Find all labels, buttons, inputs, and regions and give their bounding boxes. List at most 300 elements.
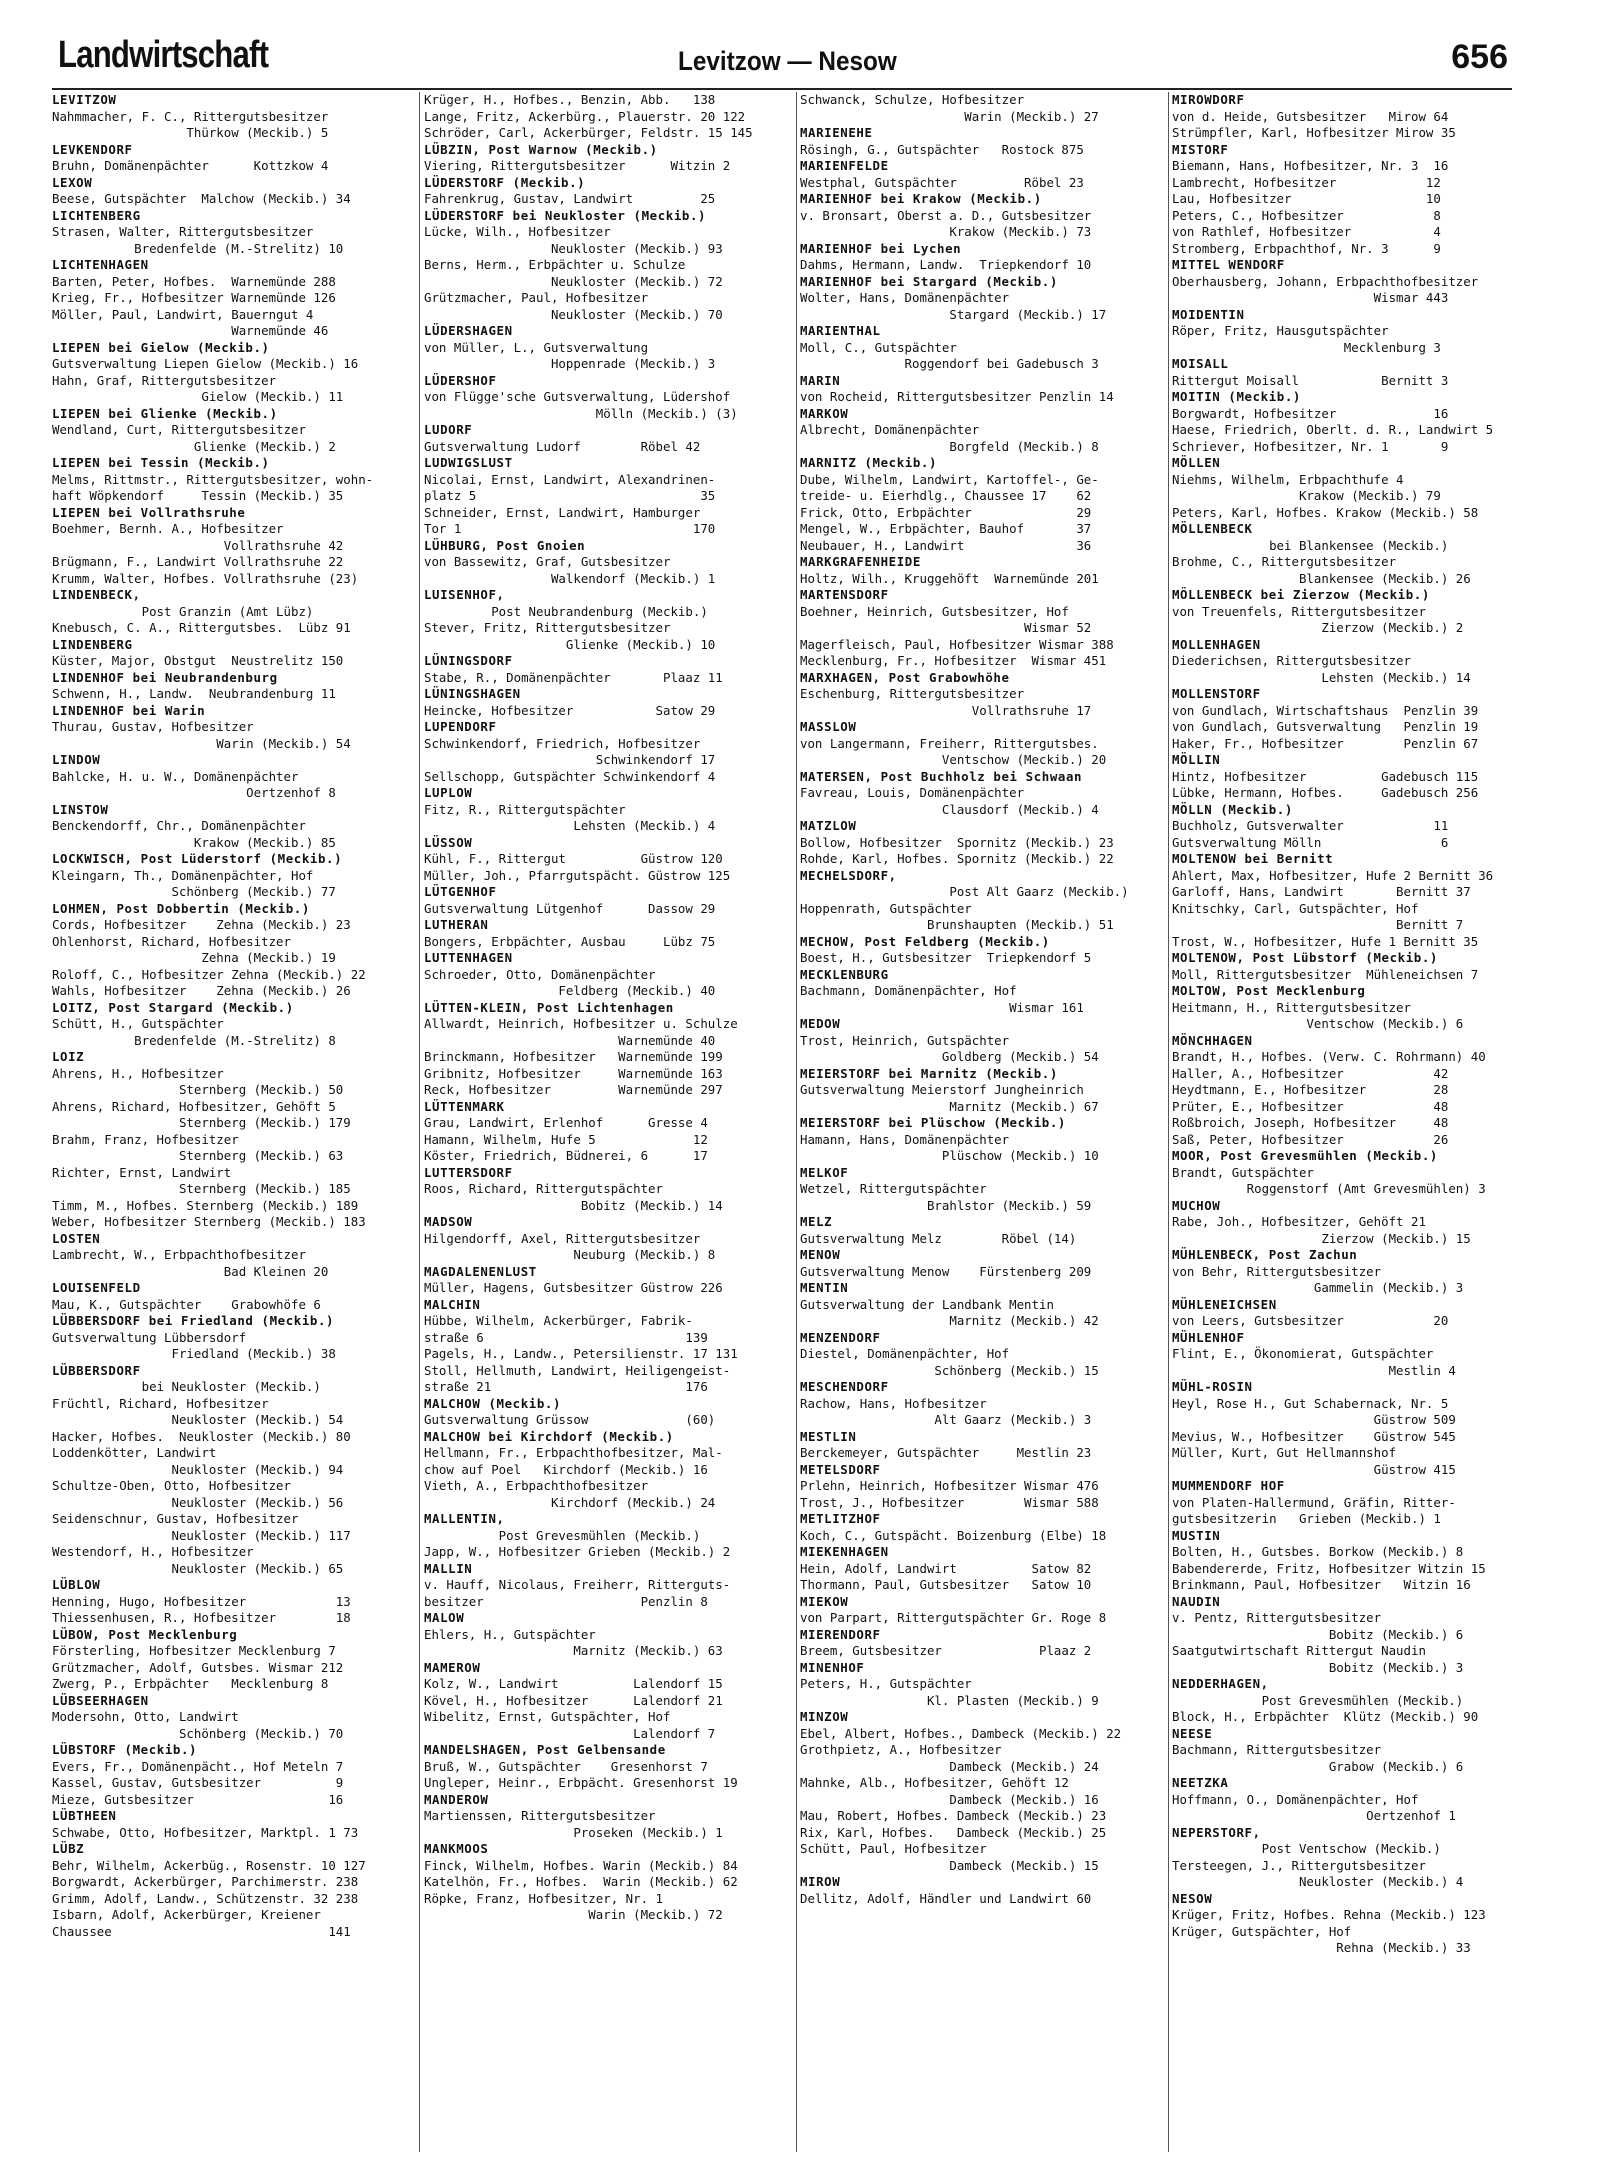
place-heading: LINDENBERG <box>52 636 133 652</box>
place-heading: LEVKENDORF <box>52 141 133 157</box>
column-3 <box>800 92 1170 2152</box>
entry-line: Hahn, Graf, Rittergutsbesitzer <box>52 372 277 388</box>
entry-line: Warin (Meckib.) 72 <box>424 1907 723 1922</box>
entry-line: Hübbe, Wilhelm, Ackerbürger, Fabrik- <box>424 1313 693 1328</box>
entry-line: Güstrow 509 <box>1172 1412 1456 1427</box>
entry-line: Warnemünde 46 <box>52 323 329 338</box>
place-heading: LÜBBERSDORF bei Friedland (Meckib.) <box>52 1313 335 1328</box>
entry-line: Seidenschnur, Gustav, Hofbesitzer <box>52 1511 299 1526</box>
entry-line: Wismar 443 <box>1172 290 1449 305</box>
place-heading: LÜBBERSDORF <box>52 1362 141 1378</box>
place-heading: LÜDERSHOF <box>424 372 497 388</box>
entry-line: Favreau, Louis, Domänenpächter <box>800 785 1025 800</box>
entry-line: von Flügge'sche Gutsverwaltung, Lüdershof <box>424 389 731 404</box>
place-heading: MELZ <box>800 1214 833 1229</box>
entry-line: Bernitt 7 <box>1172 917 1464 932</box>
entry-line: bei Neukloster (Meckib.) <box>52 1379 321 1394</box>
place-heading: LINDENHOF bei Neubrandenburg <box>52 669 278 685</box>
place-heading: LICHTENBERG <box>52 207 141 223</box>
place-heading: MESTLIN <box>800 1428 857 1444</box>
entry-line: Neukloster (Meckib.) 65 <box>52 1560 344 1576</box>
entry-line: Brunshaupten (Meckib.) 51 <box>800 917 1114 932</box>
place-heading: MÖLLN (Meckib.) <box>1172 801 1293 817</box>
entry-line: Lücke, Wilh., Hofbesitzer <box>424 224 611 239</box>
entry-line: Rösingh, G., Gutspächter Rostock 875 <box>800 141 1084 157</box>
entry-line: Feldberg (Meckib.) 40 <box>424 983 716 998</box>
entry-line: Lau, Hofbesitzer 10 <box>1172 191 1441 206</box>
place-heading: MÜHLENEICHSEN <box>1172 1296 1277 1312</box>
entry-line: Bredenfelde (M.-Strelitz) 8 <box>52 1032 336 1048</box>
entry-line: Strümpfler, Karl, Hofbesitzer Mirow 35 <box>1172 125 1456 140</box>
place-heading: MENOW <box>800 1247 841 1262</box>
entry-line: Borgfeld (Meckib.) 8 <box>800 438 1099 454</box>
entry-line: von Leers, Gutsbesitzer 20 <box>1172 1313 1449 1328</box>
entry-line: v. Bronsart, Oberst a. D., Gutsbesitzer <box>800 207 1092 223</box>
entry-line: Sternberg (Meckib.) 179 <box>52 1115 351 1130</box>
entry-line: Rehna (Meckib.) 33 <box>1172 1940 1471 1955</box>
entry-line: von Treuenfels, Rittergutsbesitzer <box>1172 603 1426 619</box>
entry-line: Gutsverwaltung Grüssow (60) <box>424 1412 716 1427</box>
entry-line: Kassel, Gustav, Gutsbesitzer 9 <box>52 1775 344 1790</box>
entry-line: Tersteegen, J., Rittergutsbesitzer <box>1172 1857 1426 1873</box>
entry-line: Marnitz (Meckib.) 67 <box>800 1098 1099 1114</box>
place-heading: MALLIN <box>424 1560 473 1576</box>
entry-line: Roloff, C., Hofbesitzer Zehna (Meckib.) 22 <box>52 966 366 982</box>
entry-line: Neukloster (Meckib.) 4 <box>1172 1874 1464 1889</box>
entry-line: Gutsverwaltung Liepen Gielow (Meckib.) 16 <box>52 356 359 371</box>
entry-line: Barten, Peter, Hofbes. Warnemünde 288 <box>52 273 336 289</box>
place-heading: MALCHOW (Meckib.) <box>424 1395 562 1411</box>
entry-line: Försterling, Hofbesitzer Mecklenburg 7 <box>52 1643 336 1658</box>
place-heading: MARKGRAFENHEIDE <box>800 554 921 569</box>
entry-line: Westendorf, H., Hofbesitzer <box>52 1544 254 1559</box>
entry-line: Boehmer, Bernh. A., Hofbesitzer <box>52 521 284 536</box>
place-heading: MESCHENDORF <box>800 1379 889 1394</box>
place-heading: MARTENSDORF <box>800 587 889 602</box>
entry-line: Mecklenburg 3 <box>1172 339 1441 355</box>
entry-line: Rachow, Hans, Hofbesitzer <box>800 1395 987 1411</box>
entry-line: von Gundlach, Gutsverwaltung Penzlin 19 <box>1172 719 1479 734</box>
entry-line: Vollrathsruhe 17 <box>800 702 1092 718</box>
entry-line: Stargard (Meckib.) 17 <box>800 306 1107 322</box>
entry-line: Zwerg, P., Erbpächter Mecklenburg 8 <box>52 1676 329 1691</box>
entry-line: Gielow (Meckib.) 11 <box>52 389 344 404</box>
page-number: 656 <box>1451 38 1508 76</box>
entry-line: Schroeder, Otto, Domänenpächter <box>424 966 656 982</box>
entry-line: Thormann, Paul, Gutsbesitzer Satow 10 <box>800 1577 1092 1592</box>
entry-line: Rohde, Karl, Hofbes. Spornitz (Meckib.) 22 <box>800 851 1114 866</box>
place-heading: NESOW <box>1172 1890 1213 1906</box>
place-heading: LOSTEN <box>52 1230 101 1246</box>
place-heading: LOITZ, Post Stargard (Meckib.) <box>52 999 294 1015</box>
entry-line: Bongers, Erbpächter, Ausbau Lübz 75 <box>424 933 716 949</box>
entry-line: Gammelin (Meckib.) 3 <box>1172 1280 1464 1295</box>
entry-line: Prüter, E., Hofbesitzer 48 <box>1172 1098 1449 1114</box>
entry-line: Ahlert, Max, Hofbesitzer, Hufe 2 Bernitt 36 <box>1172 867 1494 883</box>
entry-line: Brahlstor (Meckib.) 59 <box>800 1197 1092 1213</box>
entry-line: Mau, Robert, Hofbes. Dambeck (Meckib.) 23 <box>800 1808 1107 1823</box>
entry-line: Borgwardt, Hofbesitzer 16 <box>1172 405 1449 421</box>
entry-line: Knebusch, C. A., Rittergutsbes. Lübz 91 <box>52 620 351 635</box>
place-heading: LUTTENHAGEN <box>424 950 513 965</box>
entry-line: Heincke, Hofbesitzer Satow 29 <box>424 702 716 718</box>
entry-line: Schwinkendorf 17 <box>424 752 716 767</box>
entry-line: Krakow (Meckib.) 79 <box>1172 488 1441 503</box>
place-heading: MENZENDORF <box>800 1329 881 1345</box>
entry-line: Warin (Meckib.) 54 <box>52 735 351 751</box>
entry-line: besitzer Penzlin 8 <box>424 1593 708 1609</box>
entry-line: Stoll, Hellmuth, Landwirt, Heiligengeist- <box>424 1362 731 1378</box>
entry-line: Rabe, Joh., Hofbesitzer, Gehöft 21 <box>1172 1214 1426 1229</box>
place-heading: METELSDORF <box>800 1461 881 1477</box>
entry-line: Neukloster (Meckib.) 94 <box>52 1461 344 1477</box>
entry-line: Roggenstorf (Amt Grevesmühlen) 3 <box>1172 1181 1486 1196</box>
place-heading: MÖLLIN <box>1172 752 1221 767</box>
entry-line: Plüschow (Meckib.) 10 <box>800 1148 1099 1163</box>
place-heading: MÖLLENBECK bei Zierzow (Meckib.) <box>1172 587 1430 602</box>
entry-line: platz 5 35 <box>424 488 716 503</box>
entry-line: Bredenfelde (M.-Strelitz) 10 <box>52 240 344 256</box>
place-heading: LUISENHOF, <box>424 587 505 602</box>
entry-line: Marnitz (Meckib.) 42 <box>800 1313 1099 1328</box>
entry-line: Neukloster (Meckib.) 117 <box>52 1527 351 1543</box>
entry-line: Schwinkendorf, Friedrich, Hofbesitzer <box>424 735 701 751</box>
entry-line: Berns, Herm., Erbpächter u. Schulze <box>424 257 686 272</box>
entry-line: Früchtl, Richard, Hofbesitzer <box>52 1395 269 1411</box>
entry-line: Beese, Gutspächter Malchow (Meckib.) 34 <box>52 191 351 206</box>
place-heading: LIEPEN bei Tessin (Meckib.) <box>52 455 270 470</box>
entry-line: Küster, Major, Obstgut Neustrelitz 150 <box>52 653 344 668</box>
entry-line: Alt Gaarz (Meckib.) 3 <box>800 1412 1092 1427</box>
place-heading: MOOR, Post Grevesmühlen (Meckib.) <box>1172 1148 1438 1163</box>
entry-line: Tor 1 170 <box>424 521 716 536</box>
entry-line: Trost, J., Hofbesitzer Wismar 588 <box>800 1494 1099 1510</box>
entry-line: Ventschow (Meckib.) 20 <box>800 752 1107 767</box>
place-heading: LOUISENFELD <box>52 1280 141 1295</box>
place-heading: LOHMEN, Post Dobbertin (Meckib.) <box>52 900 310 916</box>
entry-line: Grothpietz, A., Hofbesitzer <box>800 1742 1002 1757</box>
place-heading: LUTHERAN <box>424 917 489 932</box>
place-heading: MAMEROW <box>424 1659 481 1675</box>
entry-line: von Rocheid, Rittergutsbesitzer Penzlin 14 <box>800 389 1114 404</box>
header-rule <box>52 88 1512 90</box>
entry-line: Boehner, Heinrich, Gutsbesitzer, Hof <box>800 603 1069 619</box>
place-heading: MINENHOF <box>800 1659 865 1675</box>
entry-line: Melms, Rittmstr., Rittergutsbesitzer, wohn- <box>52 471 374 487</box>
place-heading: MARXHAGEN, Post Grabowhöhe <box>800 669 1010 685</box>
entry-line: Neubauer, H., Landwirt 36 <box>800 537 1092 553</box>
place-heading: LIEPEN bei Glienke (Meckib.) <box>52 405 278 421</box>
entry-line: Thurau, Gustav, Hofbesitzer <box>52 719 254 734</box>
entry-line: Fahrenkrug, Gustav, Landwirt 25 <box>424 191 716 206</box>
entry-line: Finck, Wilhelm, Hofbes. Warin (Meckib.) 84 <box>424 1857 738 1873</box>
entry-line: Gutsverwaltung Lübbersdorf <box>52 1329 247 1345</box>
entry-line: Sellschopp, Gutspächter Schwinkendorf 4 <box>424 768 716 784</box>
place-heading: MITTEL WENDORF <box>1172 257 1285 272</box>
entry-line: Reck, Hofbesitzer Warnemünde 297 <box>424 1082 723 1097</box>
place-heading: NEETZKA <box>1172 1775 1229 1790</box>
entry-line: Buchholz, Gutsverwalter 11 <box>1172 818 1449 833</box>
entry-line: Heydtmann, E., Hofbesitzer 28 <box>1172 1082 1449 1097</box>
entry-line: Bruß, W., Gutspächter Gresenhorst 7 <box>424 1758 708 1774</box>
entry-line: Dube, Wilhelm, Landwirt, Kartoffel-, Ge- <box>800 471 1099 487</box>
place-heading: MÖLLENBECK <box>1172 521 1253 536</box>
place-heading: LEXOW <box>52 174 93 190</box>
place-heading: MALCHIN <box>424 1296 481 1312</box>
place-heading: MARIENEHE <box>800 125 873 140</box>
entry-line: Peters, Karl, Hofbes. Krakow (Meckib.) 58 <box>1172 504 1479 520</box>
entry-line: Saß, Peter, Hofbesitzer 26 <box>1172 1131 1449 1147</box>
place-heading: MOIDENTIN <box>1172 306 1245 322</box>
entry-line: Schwabe, Otto, Hofbesitzer, Marktpl. 1 73 <box>52 1824 359 1840</box>
entry-line: Mahnke, Alb., Hofbesitzer, Gehöft 12 <box>800 1775 1069 1790</box>
entry-line: Stabe, R., Domänenpächter Plaaz 11 <box>424 669 723 685</box>
entry-line: Post Grevesmühlen (Meckib.) <box>1172 1692 1464 1708</box>
entry-line: Post Ventschow (Meckib.) <box>1172 1841 1441 1856</box>
entry-line: Walkendorf (Meckib.) 1 <box>424 570 716 586</box>
place-heading: MARIENHOF bei Stargard (Meckib.) <box>800 273 1058 289</box>
place-heading: LÜTTENMARK <box>424 1098 505 1114</box>
entry-line: gutsbesitzerin Grieben (Meckib.) 1 <box>1172 1511 1441 1526</box>
place-heading: MUSTIN <box>1172 1527 1221 1543</box>
entry-line: Nicolai, Ernst, Landwirt, Alexandrinen- <box>424 471 716 487</box>
place-heading: MENTIN <box>800 1280 849 1295</box>
entry-line: Benckendorff, Chr., Domänenpächter <box>52 818 306 833</box>
entry-line: Bobitz (Meckib.) 14 <box>424 1197 723 1213</box>
entry-line: Oertzenhof 1 <box>1172 1808 1456 1823</box>
entry-line: Krumm, Walter, Hofbes. Vollrathsruhe (23) <box>52 570 359 586</box>
entry-line: Loddenkötter, Landwirt <box>52 1445 217 1460</box>
entry-line: Oertzenhof 8 <box>52 785 336 800</box>
entry-line: Haker, Fr., Hofbesitzer Penzlin 67 <box>1172 735 1479 751</box>
entry-line: Niehms, Wilhelm, Erbpachthufe 4 <box>1172 471 1404 487</box>
entry-line: Hacker, Hofbes. Neukloster (Meckib.) 80 <box>52 1428 351 1444</box>
entry-line: Bahlcke, H. u. W., Domänenpächter <box>52 768 299 784</box>
place-heading: MADSOW <box>424 1214 473 1229</box>
entry-line: Bobitz (Meckib.) 6 <box>1172 1626 1464 1642</box>
place-heading: LUPENDORF <box>424 719 497 734</box>
entry-line: Post Granzin (Amt Lübz) <box>52 603 314 619</box>
page-range: Levitzow — Nesow <box>678 46 897 76</box>
entry-line: Kühl, F., Rittergut Güstrow 120 <box>424 851 723 866</box>
entry-line: von Gundlach, Wirtschaftshaus Penzlin 39 <box>1172 702 1479 718</box>
entry-line: Dambeck (Meckib.) 16 <box>800 1791 1099 1807</box>
place-heading: MOLTENOW, Post Lübstorf (Meckib.) <box>1172 950 1438 965</box>
entry-line: Bollow, Hofbesitzer Spornitz (Meckib.) 23 <box>800 834 1114 850</box>
place-heading: MEDOW <box>800 1016 841 1031</box>
entry-line: Brinckmann, Hofbesitzer Warnemünde 199 <box>424 1049 723 1064</box>
column-divider <box>419 92 420 2152</box>
place-heading: LIEPEN bei Vollrathsruhe <box>52 504 246 520</box>
place-heading: LÜBTHEEN <box>52 1808 117 1823</box>
entry-line: Schultze-Oben, Otto, Hofbesitzer <box>52 1478 292 1493</box>
place-heading: MARNITZ (Meckib.) <box>800 455 938 470</box>
entry-line: Brahm, Franz, Hofbesitzer <box>52 1131 239 1147</box>
place-heading: MECKLENBURG <box>800 966 889 982</box>
entry-line: Mieze, Gutsbesitzer 16 <box>52 1791 344 1807</box>
entry-line: Stromberg, Erbpachthof, Nr. 3 9 <box>1172 240 1441 256</box>
entry-line: Holtz, Wilh., Kruggehöft Warnemünde 201 <box>800 570 1099 586</box>
entry-line: Grabow (Meckib.) 6 <box>1172 1758 1464 1774</box>
column-4 <box>1172 92 1518 2152</box>
entry-line: Goldberg (Meckib.) 54 <box>800 1049 1099 1064</box>
entry-line: Roßbroich, Joseph, Hofbesitzer 48 <box>1172 1115 1449 1130</box>
entry-line: Krüger, Gutspächter, Hof <box>1172 1923 1352 1939</box>
entry-line: Peters, H., Gutspächter <box>800 1676 972 1691</box>
place-heading: MOLLENSTORF <box>1172 686 1261 701</box>
entry-line: Nahmmacher, F. C., Rittergutsbesitzer <box>52 108 329 124</box>
entry-line: Weber, Hofbesitzer Sternberg (Meckib.) 183 <box>52 1214 366 1229</box>
place-heading: METLITZHOF <box>800 1511 881 1526</box>
entry-line: Dambeck (Meckib.) 24 <box>800 1758 1099 1774</box>
entry-line: Hoppenrath, Gutspächter <box>800 900 972 916</box>
place-heading: LINSTOW <box>52 801 109 817</box>
place-heading: MALOW <box>424 1610 465 1625</box>
place-heading: LÜHBURG, Post Gnoien <box>424 537 586 553</box>
entry-line: Schwanck, Schulze, Hofbesitzer <box>800 92 1025 107</box>
entry-line: Prlehn, Heinrich, Hofbesitzer Wismar 476 <box>800 1478 1099 1493</box>
entry-line: Neukloster (Meckib.) 54 <box>52 1412 344 1427</box>
entry-line: Lübke, Hermann, Hofbes. Gadebusch 256 <box>1172 785 1479 800</box>
entry-line: Lange, Fritz, Ackerbürg., Plauerstr. 20 122 <box>424 108 746 124</box>
entry-line: Hamann, Wilhelm, Hufe 5 12 <box>424 1131 708 1147</box>
place-heading: MECHOW, Post Feldberg (Meckib.) <box>800 933 1050 949</box>
entry-line: Albrecht, Domänenpächter <box>800 422 980 437</box>
entry-line: Zierzow (Meckib.) 2 <box>1172 620 1464 635</box>
place-heading: LUTTERSDORF <box>424 1164 513 1180</box>
entry-line: Oberhausberg, Johann, Erbpachthofbesitzer <box>1172 273 1479 289</box>
place-heading: MEIERSTORF bei Marnitz (Meckib.) <box>800 1065 1058 1081</box>
entry-line: Glienke (Meckib.) 10 <box>424 636 716 652</box>
entry-line: Wolter, Hans, Domänenpächter <box>800 290 1010 305</box>
entry-line: von Behr, Rittergutsbesitzer <box>1172 1263 1382 1279</box>
place-heading: MÜHLENHOF <box>1172 1329 1245 1345</box>
entry-line: Warnemünde 40 <box>424 1032 716 1048</box>
entry-line: Frick, Otto, Erbpächter 29 <box>800 504 1092 520</box>
entry-line: Mau, K., Gutspächter Grabowhöfe 6 <box>52 1296 321 1312</box>
place-heading: MELKOF <box>800 1164 849 1180</box>
entry-line: Rix, Karl, Hofbes. Dambeck (Meckib.) 25 <box>800 1824 1107 1840</box>
place-heading: MARIENHOF bei Krakow (Meckib.) <box>800 191 1042 206</box>
entry-line: Moll, Rittergutsbesitzer Mühleneichsen 7 <box>1172 966 1479 982</box>
entry-line: bei Blankensee (Meckib.) <box>1172 537 1449 553</box>
place-heading: MARIENFELDE <box>800 158 889 173</box>
entry-line: von Bassewitz, Graf, Gutsbesitzer <box>424 554 671 569</box>
entry-line: Kl. Plasten (Meckib.) 9 <box>800 1692 1099 1708</box>
entry-line: Gutsverwaltung Melz Röbel (14) <box>800 1230 1077 1246</box>
entry-line: Boest, H., Gutsbesitzer Triepkendorf 5 <box>800 950 1092 965</box>
entry-line: Gutsverwaltung Meierstorf Jungheinrich <box>800 1082 1084 1097</box>
entry-line: Lalendorf 7 <box>424 1725 716 1741</box>
entry-line: Bobitz (Meckib.) 3 <box>1172 1659 1464 1675</box>
entry-line: Clausdorf (Meckib.) 4 <box>800 801 1099 817</box>
entry-line: Zierzow (Meckib.) 15 <box>1172 1230 1471 1246</box>
entry-line: Schneider, Ernst, Landwirt, Hamburger <box>424 504 701 520</box>
place-heading: MANDEROW <box>424 1791 489 1807</box>
entry-line: Schriever, Hofbesitzer, Nr. 1 9 <box>1172 438 1449 454</box>
entry-line: Neukloster (Meckib.) 56 <box>52 1494 344 1510</box>
entry-line: Sternberg (Meckib.) 63 <box>52 1148 344 1163</box>
entry-line: Warin (Meckib.) 27 <box>800 108 1099 124</box>
entry-line: Ahrens, Richard, Hofbesitzer, Gehöft 5 <box>52 1098 336 1114</box>
place-heading: MIEKENHAGEN <box>800 1544 889 1559</box>
place-heading: MUMMENDORF HOF <box>1172 1478 1285 1493</box>
entry-line: Gutsverwaltung Ludorf Röbel 42 <box>424 438 701 454</box>
entry-line: Bolten, H., Gutsbes. Borkow (Meckib.) 8 <box>1172 1544 1464 1559</box>
place-heading: LÜSSOW <box>424 834 473 850</box>
entry-line: Ahrens, H., Hofbesitzer <box>52 1065 224 1081</box>
entry-line: Lehsten (Meckib.) 4 <box>424 818 716 833</box>
entry-line: von Müller, L., Gutsverwaltung <box>424 339 649 355</box>
entry-line: Trost, Heinrich, Gutspächter <box>800 1032 1010 1048</box>
entry-line: Wetzel, Rittergutspächter <box>800 1181 987 1196</box>
entry-line: Proseken (Meckib.) 1 <box>424 1824 723 1840</box>
entry-line: straße 6 139 <box>424 1329 708 1345</box>
entry-line: Mestlin 4 <box>1172 1362 1456 1378</box>
place-heading: NEDDERHAGEN, <box>1172 1676 1269 1691</box>
place-heading: LICHTENHAGEN <box>52 257 149 272</box>
entry-line: Müller, Joh., Pfarrgutspächt. Güstrow 125 <box>424 867 731 883</box>
column-divider <box>796 92 797 2152</box>
place-heading: MISTORF <box>1172 141 1229 157</box>
entry-line: Thiessenhusen, R., Hofbesitzer 18 <box>52 1610 351 1625</box>
entry-line: Zehna (Meckib.) 19 <box>52 950 336 965</box>
place-heading: MINZOW <box>800 1709 849 1724</box>
entry-line: straße 21 176 <box>424 1379 708 1394</box>
place-heading: MÜHL-ROSIN <box>1172 1379 1253 1394</box>
entry-line: Martienssen, Rittergutsbesitzer <box>424 1808 656 1823</box>
entry-line: Güstrow 415 <box>1172 1461 1456 1477</box>
entry-line: Müller, Hagens, Gutsbesitzer Güstrow 226 <box>424 1280 723 1295</box>
place-heading: MARIN <box>800 372 841 388</box>
entry-line: Post Grevesmühlen (Meckib.) <box>424 1527 701 1543</box>
place-heading: MARIENTHAL <box>800 323 881 338</box>
entry-line: Neuburg (Meckib.) 8 <box>424 1247 716 1262</box>
place-heading: LÜBZIN, Post Warnow (Meckib.) <box>424 141 658 157</box>
entry-line: Mengel, W., Erbpächter, Bauhof 37 <box>800 521 1092 536</box>
entry-line: Ebel, Albert, Hofbes., Dambeck (Meckib.) 22 <box>800 1725 1122 1741</box>
entry-line: Grützmacher, Adolf, Gutsbes. Wismar 212 <box>52 1659 344 1675</box>
place-heading: MATZLOW <box>800 818 857 833</box>
entry-line: Brohme, C., Rittergutsbesitzer <box>1172 554 1397 569</box>
place-heading: MASSLOW <box>800 719 857 734</box>
entry-line: Schönberg (Meckib.) 77 <box>52 884 336 899</box>
entry-line: Diederichsen, Rittergutsbesitzer <box>1172 653 1412 668</box>
entry-line: Kolz, W., Landwirt Lalendorf 15 <box>424 1676 723 1691</box>
place-heading: LUDWIGSLUST <box>424 455 513 470</box>
entry-line: Lambrecht, W., Erbpachthofbesitzer <box>52 1247 306 1262</box>
entry-line: Heyl, Rose H., Gut Schabernack, Nr. 5 <box>1172 1395 1449 1411</box>
entry-line: Modersohn, Otto, Landwirt <box>52 1709 239 1724</box>
place-heading: LÜTTEN-KLEIN, Post Lichtenhagen <box>424 999 674 1015</box>
entry-line: Gribnitz, Hofbesitzer Warnemünde 163 <box>424 1065 723 1081</box>
place-heading: LÜBOW, Post Mecklenburg <box>52 1626 238 1642</box>
entry-line: Cords, Hofbesitzer Zehna (Meckib.) 23 <box>52 917 351 932</box>
entry-line: Schütt, H., Gutspächter <box>52 1016 224 1031</box>
entry-line: Henning, Hugo, Hofbesitzer 13 <box>52 1593 351 1609</box>
entry-line: Borgwardt, Ackerbürger, Parchimerstr. 238 <box>52 1874 359 1889</box>
entry-line: Schönberg (Meckib.) 70 <box>52 1725 344 1741</box>
place-heading: MALCHOW bei Kirchdorf (Meckib.) <box>424 1428 674 1444</box>
entry-line: von Parpart, Rittergutspächter Gr. Roge 8 <box>800 1610 1107 1625</box>
entry-line: Vieth, A., Erbpachthofbesitzer <box>424 1478 649 1493</box>
entry-line: Haese, Friedrich, Oberlt. d. R., Landwirt 5 <box>1172 422 1494 437</box>
entry-line: Chaussee 141 <box>52 1923 351 1939</box>
place-heading: MÖLLEN <box>1172 455 1221 470</box>
entry-line: Roos, Richard, Rittergutspächter <box>424 1181 664 1196</box>
entry-line: Heitmann, H., Rittergutsbesitzer <box>1172 999 1412 1015</box>
place-heading: MÖNCHHAGEN <box>1172 1032 1253 1048</box>
